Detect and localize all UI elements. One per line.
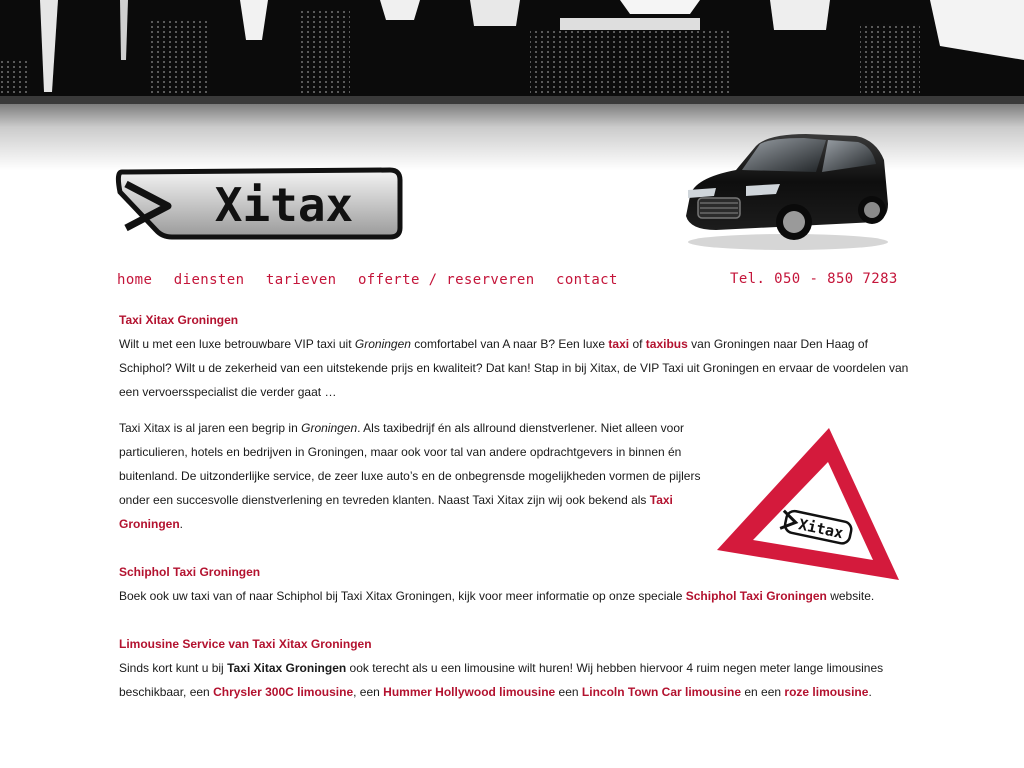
triangle-logo-text: Xitax xyxy=(796,515,845,543)
lincoln-limousine-link[interactable]: Lincoln Town Car limousine xyxy=(581,685,742,699)
section-title-intro: Taxi Xitax Groningen xyxy=(119,313,239,327)
nav-contact[interactable]: contact xyxy=(556,272,618,288)
xitax-logo[interactable] xyxy=(112,164,406,244)
nav-offerte-reserveren[interactable]: offerte / reserveren xyxy=(357,272,535,288)
hummer-limousine-link[interactable]: Hummer Hollywood limousine xyxy=(383,685,556,699)
taxi-xitax-groningen-bold: Taxi Xitax Groningen xyxy=(227,661,347,675)
triangle-logo-icon xyxy=(715,424,903,584)
schiphol-taxi-groningen-link[interactable]: Schiphol Taxi Groningen xyxy=(685,589,827,603)
roze-limousine-link[interactable]: roze limousine xyxy=(784,685,869,699)
intro-groningen: Groningen xyxy=(354,337,411,351)
taxi-link[interactable]: taxi xyxy=(608,337,630,351)
nav-tarieven[interactable]: tarieven xyxy=(265,272,337,288)
section-title-schiphol: Schiphol Taxi Groningen xyxy=(119,565,261,579)
section-title-limousine: Limousine Service van Taxi Xitax Groningen xyxy=(119,637,372,651)
car-image xyxy=(676,126,896,252)
nav-home[interactable]: home xyxy=(117,272,153,288)
about-paragraph: Taxi Xitax is al jaren een begrip in Groningen. Als taxibedrijf én als allround dienstverlener. Niet alleen voor particulieren, hotels en bedrijven in Groningen, maar ook voor tal van andere opdrachtgevers in binnen én buitenland. De uitzonderlijke service, de zeer luxe auto’s en de onbegrensde mogelijkheden vormen de pijlers onder een succesvolle dienstverlening en tevreden klanten. Naast Taxi Xitax zijn wij ook bekend als Taxi Groningen. xyxy=(119,421,701,531)
phone-number: Tel. 050 - 850 7283 xyxy=(730,271,898,287)
taxibus-link[interactable]: taxibus xyxy=(645,337,688,351)
limousine-paragraph: Sinds kort kunt u bij Taxi Xitax Groningen ook terecht als u een limousine wilt huren! Wij hebben hiervoor 4 ruim negen meter lange limousines beschikbaar, een Chrysler 300C limousine, een Hummer Hollywood limousine een Lincoln Town Car limousine en een roze limousine. xyxy=(119,661,884,699)
logo-text: Xitax xyxy=(214,178,354,232)
taxi-groningen-link[interactable]: Taxi Groningen xyxy=(119,493,673,531)
nav-diensten[interactable]: diensten xyxy=(173,272,245,288)
intro-paragraph: Wilt u met een luxe betrouwbare VIP taxi uit Groningen comfortabel van A naar B? Een luxe taxi of taxibus van Groningen naar Den Haag of Schiphol? Wilt u de zekerheid van een uitstekende prijs en kwaliteit? Dat kan! Stap in bij Xitax, de VIP Taxi uit Groningen en ervaar de voordelen van een vervoersspecialist die verder gaat … xyxy=(119,337,909,399)
schiphol-paragraph: Boek ook uw taxi van of naar Schiphol bij Taxi Xitax Groningen, kijk voor meer informatie op onze speciale Schiphol Taxi Groningen website. xyxy=(119,589,875,603)
main-nav xyxy=(117,271,635,293)
chrysler-limousine-link[interactable]: Chrysler 300C limousine xyxy=(213,685,354,699)
about-groningen: Groningen xyxy=(301,421,358,435)
